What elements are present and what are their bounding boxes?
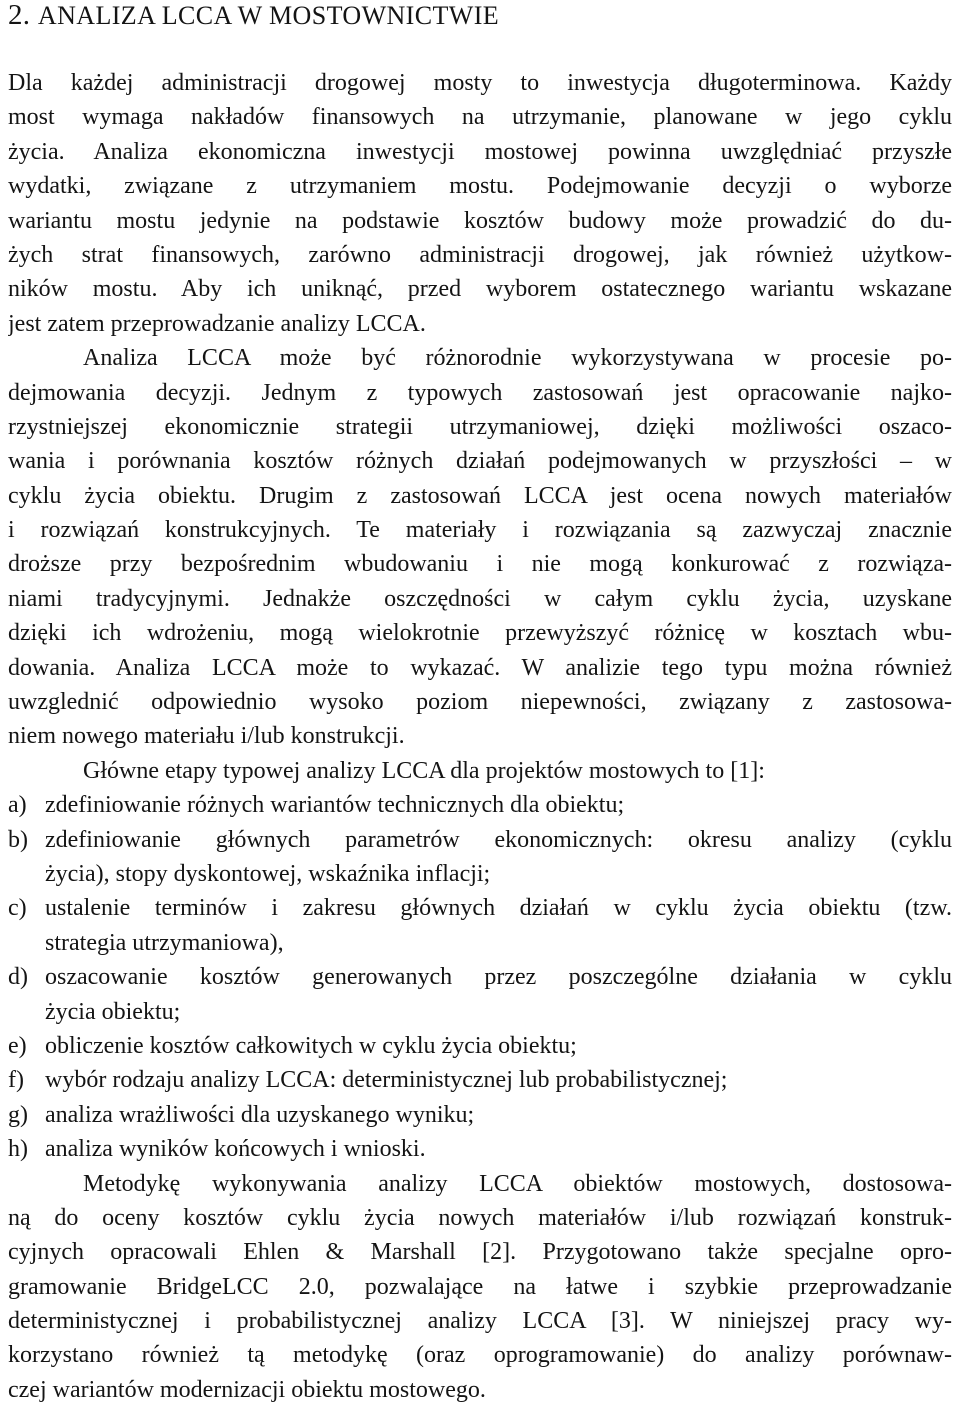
section-heading bbox=[8, 0, 952, 36]
list-item-continuation bbox=[8, 995, 952, 1029]
list-marker: h) bbox=[8, 1136, 28, 1163]
list-item-text: oszacowanie kosztów generowanych przez poszczególne działania w cyklu bbox=[45, 964, 952, 991]
list-marker: b) bbox=[8, 826, 28, 853]
list-item bbox=[8, 1063, 952, 1097]
list-item-text: ustalenie terminów i zakresu głównych działań w cyklu życia obiektu (tzw. bbox=[45, 895, 952, 922]
list-item-text: zdefiniowanie głównych parametrów ekonomicznych: okresu analizy (cyklu bbox=[45, 826, 952, 853]
list-item-text: analiza wrażliwości dla uzyskanego wyniku; bbox=[45, 1101, 475, 1128]
text-line: czej wariantów modernizacji obiektu mostowego. bbox=[8, 1376, 486, 1403]
text-line: dejmowania decyzji. Jednym z typowych zastosowań jest opracowanie najko- bbox=[8, 379, 952, 406]
text-line: Analiza LCCA może być różnorodnie wykorzystywana w procesie po- bbox=[83, 345, 952, 372]
list-marker: d) bbox=[8, 964, 28, 991]
text-line: niem nowego materiału i/lub konstrukcji. bbox=[8, 723, 405, 750]
paragraph-3 bbox=[8, 754, 952, 788]
list-item-text: obliczenie kosztów całkowitych w cyklu życia obiektu; bbox=[45, 1032, 577, 1059]
text-line: żych strat finansowych, zarówno administracji drogowej, jak również użytkow- bbox=[8, 241, 952, 268]
text-line: deterministycznej i probabilistycznej analizy LCCA [3]. W niniejszej pracy wy- bbox=[8, 1308, 952, 1335]
text-line: i rozwiązań konstrukcyjnych. Te materiały i rozwiązania są zazwyczaj znacznie bbox=[8, 517, 952, 544]
text-line: rzystniejszej ekonomicznie strategii utrzymaniowej, dzięki możliwości oszaco- bbox=[8, 413, 952, 440]
list-item bbox=[8, 960, 952, 994]
list-item bbox=[8, 1132, 952, 1166]
text-line: dowania. Analiza LCCA może to wykazać. W analizie tego typu można również bbox=[8, 654, 952, 681]
text-line: Metodykę wykonywania analizy LCCA obiektów mostowych, dostosowa- bbox=[83, 1170, 952, 1197]
list-marker: e) bbox=[8, 1032, 27, 1059]
text-line: dzięki ich wdrożeniu, mogą wielokrotnie przewyższyć różnicę w kosztach wbu- bbox=[8, 620, 952, 647]
text-line: gramowanie BridgeLCC 2.0, pozwalające na łatwe i szybkie przeprowadzanie bbox=[8, 1273, 952, 1300]
list-item-text: życia), stopy dyskontowej, wskaźnika inflacji; bbox=[45, 860, 491, 887]
body-text bbox=[8, 66, 952, 1407]
text-line: życia. Analiza ekonomiczna inwestycji mostowej powinna uwzględniać przyszłe bbox=[8, 138, 952, 165]
list-item bbox=[8, 1029, 952, 1063]
text-line: jest zatem przeprowadzanie analizy LCCA. bbox=[8, 310, 426, 337]
text-line: most wymaga nakładów finansowych na utrzymanie, planowane w jego cyklu bbox=[8, 104, 952, 131]
text-line: wariantu mostu jedynie na podstawie kosztów budowy może prowadzić do du- bbox=[8, 207, 952, 234]
list-item bbox=[8, 891, 952, 925]
text-line: droższe przy bezpośrednim wbudowaniu i nie mogą konkurować z rozwiąza- bbox=[8, 551, 952, 578]
section-title: ANALIZA LCCA W MOSTOWNICTWIE bbox=[37, 1, 500, 30]
paragraph-4 bbox=[8, 1167, 952, 1408]
document-page bbox=[8, 0, 952, 1407]
list-item bbox=[8, 788, 952, 822]
text-line: wania i porównania kosztów różnych działań podejmowanych w przyszłości – w bbox=[8, 448, 952, 475]
text-line: uwzglednić odpowiednio wysoko poziom niepewności, związany z zastosowa- bbox=[8, 689, 952, 716]
list-marker: c) bbox=[8, 895, 27, 922]
text-line: korzystano również tą metodykę (oraz oprogramowanie) do analizy porównaw- bbox=[8, 1342, 952, 1369]
list-item bbox=[8, 823, 952, 857]
text-line: wydatki, związane z utrzymaniem mostu. Podejmowanie decyzji o wyborze bbox=[8, 173, 952, 200]
stages-list bbox=[8, 788, 952, 1166]
list-marker: a) bbox=[8, 792, 27, 819]
list-item-text: wybór rodzaju analizy LCCA: deterministycznej lub probabilistycznej; bbox=[45, 1067, 728, 1094]
list-marker: f) bbox=[8, 1067, 24, 1094]
text-line: Dla każdej administracji drogowej mosty to inwestycja długoterminowa. Każdy bbox=[8, 70, 952, 96]
text-line: cyklu życia obiektu. Drugim z zastosowań LCCA jest ocena nowych materiałów bbox=[8, 482, 952, 509]
text-line: ników mostu. Aby ich uniknąć, przed wyborem ostatecznego wariantu wskazane bbox=[8, 276, 952, 303]
text-line: cyjnych opracowali Ehlen & Marshall [2]. Przygotowano także specjalne opro- bbox=[8, 1239, 952, 1266]
list-item-text: strategia utrzymaniowa), bbox=[45, 929, 284, 956]
list-marker: g) bbox=[8, 1101, 28, 1128]
list-item-continuation bbox=[8, 926, 952, 960]
text-line: ną do oceny kosztów cyklu życia nowych materiałów i/lub rozwiązań konstruk- bbox=[8, 1204, 952, 1231]
paragraph-1 bbox=[8, 66, 952, 341]
list-item-continuation bbox=[8, 857, 952, 891]
list-item-text: zdefiniowanie różnych wariantów technicznych dla obiektu; bbox=[45, 792, 625, 819]
section-number: 2. bbox=[8, 0, 31, 31]
list-item-text: analiza wyników końcowych i wnioski. bbox=[45, 1136, 426, 1163]
text-line: Główne etapy typowej analizy LCCA dla projektów mostowych to [1]: bbox=[83, 757, 765, 784]
list-item-text: życia obiektu; bbox=[45, 998, 181, 1025]
text-line: niami tradycyjnymi. Jednakże oszczędności w całym cyklu życia, uzyskane bbox=[8, 585, 952, 612]
paragraph-2 bbox=[8, 341, 952, 754]
list-item bbox=[8, 1098, 952, 1132]
